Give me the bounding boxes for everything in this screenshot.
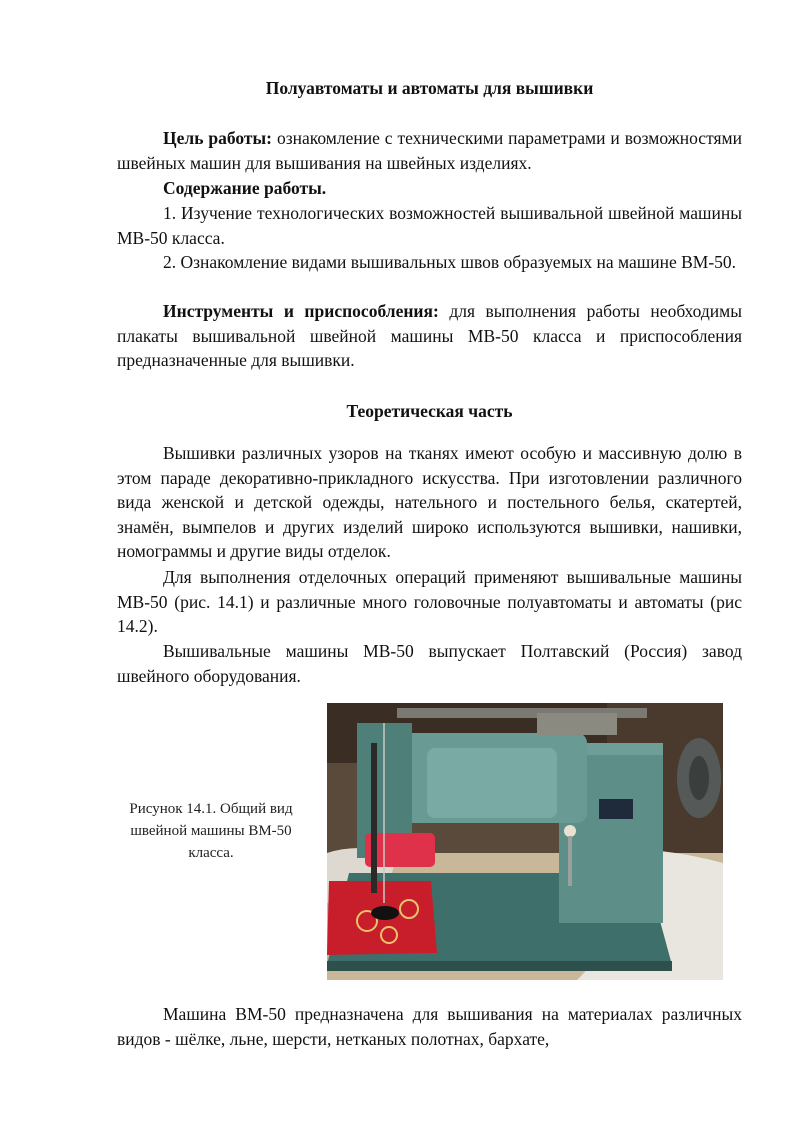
theory-paragraph-3: Вышивальные машины МВ-50 выпускает Полтавский (Россия) завод швейного оборудования. bbox=[117, 641, 742, 686]
tools-label: Инструменты и приспособления: bbox=[163, 301, 439, 321]
goal-label: Цель работы: bbox=[163, 128, 272, 148]
figure-caption: Рисунок 14.1. Общий вид швейной машины ВМ-50 класса. bbox=[129, 801, 293, 861]
theory-paragraph-2: Для выполнения отделочных операций применяют вышивальные машины МВ-50 (рис. 14.1) и различные много головочные полуавтоматы и автоматы (рис 14.2). bbox=[117, 567, 742, 637]
tools-paragraph bbox=[117, 299, 742, 373]
content-item-1: 1. Изучение технологических возможностей вышивальной швейной машины МВ-50 класса. bbox=[117, 203, 742, 248]
content-item-2: 2. Ознакомление видами вышивальных швов образуемых на машине ВМ-50. bbox=[163, 252, 737, 272]
goal-text: ознакомление с техническими параметрами и возможностями швейных машин для вышивания на швейных изделиях. bbox=[117, 128, 742, 173]
final-paragraph: Машина ВМ-50 предназначена для вышивания на материалах различных видов - шёлке, льне, шерсти, нетканых полотнах, бархате, bbox=[117, 1004, 742, 1049]
theory-paragraph-1: Вышивки различных узоров на тканях имеют особую и массивную долю в этом параде декоративно-прикладного искусства. При изготовлении различного вида женской и детской одежды, нательного и постельного белья, скатертей, знамён, вымпелов и других изделий широко используются вышивки, нашивки, номограммы и другие виды отделок. bbox=[117, 443, 742, 562]
tools-text: для выполнения работы необходимы плакаты вышивальной швейной машины МВ-50 класса и приспособления предназначенные для вышивки. bbox=[117, 301, 742, 371]
content-heading bbox=[117, 176, 742, 201]
sewing-machine-photo bbox=[327, 703, 723, 980]
section-title: Теоретическая часть bbox=[346, 401, 513, 421]
document-heading: Полуавтоматы и автоматы для вышивки bbox=[265, 78, 594, 98]
goal-paragraph bbox=[117, 126, 742, 175]
content-label: Содержание работы. bbox=[163, 178, 327, 198]
